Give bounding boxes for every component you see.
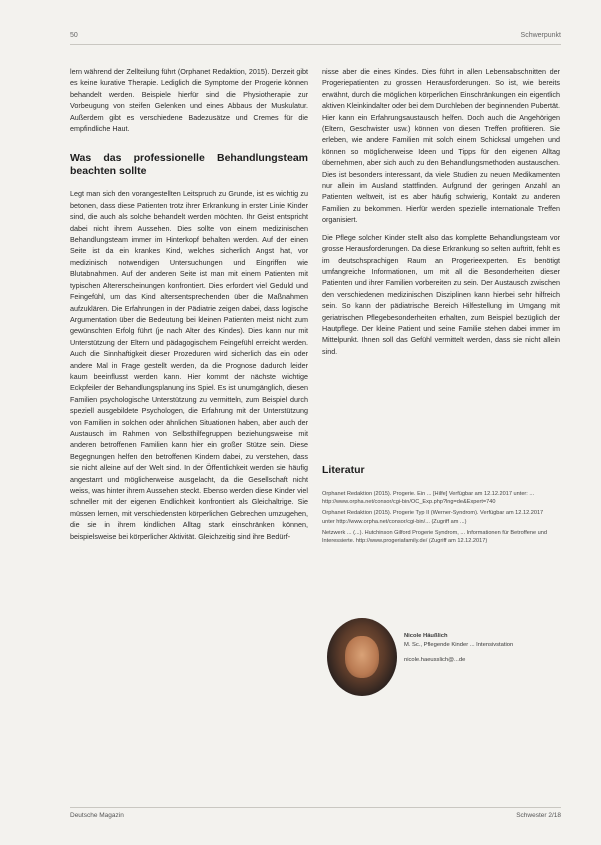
body-paragraph: Die Pflege solcher Kinder stellt also das komplette Behandlungsteam vor grosse Herausforderungen. Da diese Erkrankung so selten auftritt, fehlt es im deutschsprachigen Raum an Progerieexperten. Es benötigt umfangreiche Informationen, um mit all die Besonderheiten dieser Patienten und ihrer Familien vorbereiten zu sein. Der Austausch zwischen den verschiedenen medizinischen Disziplinen kann hierbei sehr hilfreich sein. So kann der pädiatrische Bereich Hilfestellung im Umgang mit geriatrischen Pflegebesonderheiten erhalten, zum Beispiel bezüglich der Hautpflege. Der kleine Patient und seine Familie stehen dabei immer im Mittelpunkt. Ihnen soll das Gefühl vermittelt werden, dass sie nicht allein sind. [322,232,560,356]
left-column [70,66,308,548]
header-divider [70,44,561,45]
footer-divider [70,807,561,808]
author-name: Nicole Häußlich [404,633,448,639]
author-info [404,632,554,665]
right-column [322,66,560,363]
section-label: Schwerpunkt [520,32,561,39]
literature-heading: Literatur [322,464,365,476]
body-paragraph: Legt man sich den vorangestellten Leitspruch zu Grunde, ist es wichtig zu betonen, dass diese Patienten trotz ihrer Erkrankung in erster Linie Kinder sind, die auch als solche behandelt werden möchten. Ihr Geist entspricht dabei nicht ihrem Aussehen. Dies sollte von einem medizinischen Behandlungsteam immer im Hinterkopf behalten werden. Auf der einen Seite ist da ein krankes Kind, welches sicherlich Angst hat, vor medizinisch notwendigen Untersuchungen und Eingriffen wie Blutabnahmen. Auf der anderen Seite ist man mit einem Patienten mit typischen Altererscheinungen konfrontiert. Dies erfordert viel Geduld und Feingefühl, um das Kind altersentsprechenden über die Maßnahmen aufzuklären. Die Erfahrungen in der Pädiatrie zeigen dabei, dass logische Argumentation über die Bedeutung bei kleinen Patienten meist nicht zum gewünschten Erfolg führt (je nach Alter des Kindes). Dies kann nur mit Unterstützung der Eltern und pädagogischem Feingefühl erreicht werden. Auch die Sinnhaftigkeit dieser Prozeduren wird sicherlich das ein oder andere Mal in Frage gestellt werden, da die Prognose dadurch leider kaum beeinflusst werden kann. Hier kommt der nächste wichtige Eckpfeiler der Behandlungsplanung ins Spiel. Es ist unumgänglich, diesen Familien psychologische Unterstützung zu vermitteln, zum Beispiel durch speziell ausgebildete Psychologen, die Erfahrung mit der Unterstützung von Familien in solchen oder ähnlichen Situationen haben, aber auch der Austausch im Rahmen von Selbsthilfegruppen beziehungsweise mit anderen betroffenen Familien kann hier ein großer Stütze sein. Diese Begegnungen helfen den betroffenen Kindern dabei, zu verstehen, dass sie nicht alleine auf der Welt sind. In der Öffentlichkeit werden sie häufig angestarrt und möglicherweise ausgelacht, da die Gesellschaft nicht weiss, was hinter ihrem Aussehen steckt. Ebenso werden diese Kinder viel schneller mit der eigenen Endlichkeit konfrontiert als Gleichaltrige. Sie müssen lernen, mit verschiedensten körperlichen Gebrechen umzugehen, die sie in ihrem kindlichen Alltag stark einschränken können, beispielsweise bei körperlicher Aktivität. Gleichzeitig sind ihre Bedürf- [70,189,308,541]
body-paragraph: nisse aber die eines Kindes. Dies führt in allen Lebensabschnitten der Progeriepatienten zu grossen Herausforderungen. So ist, wie bereits erwähnt, durch die möglichen körperlichen Einschränkungen ein eigentlich aktiven Kleinkindalter oder bei dem Durchleben der beginnenden Pubertät. Hier kann ein Erfahrungsaustausch helfen. Doch auch die Angehörigen (Eltern, Geschwister usw.) können von diesen Treffen profitieren. Sie erleben, wie andere Familien mit solch einem Schicksal umgehen und können so möglicherweise Ideen und Tipps für den eigenen Alltag übernehmen, aber sich auch zu den Behandlungsmethoden austauschen. Dies ist besonders interessant, da viele Studien zu neuen Medikamenten nur allein im Ausland stattfinden. Aufgrund der geringen Anzahl an Patienten weltweit, ist es aber häufig schwierig, Kontakt zu anderen Familien zu bekommen. Hierfür werden spezielle internationale Treffen organisiert. [322,67,560,225]
reference-item: Netzwerk ... (...). Hutchinson Gilford Progerie Syndrom, ... Informationen für Betroffene und Interessierte. http://www.progeriafamily.de/ (Zugriff am 12.12.2017) [322,529,547,545]
author-face [345,636,379,678]
reference-item: Orphanet Redaktion (2015). Progerie Typ II (Werner-Syndrom). Verfügbar am 12.12.2017 unter http://www.orpha.net/consor/cgi-bin/... (Zugriff am ...) [322,510,544,525]
footer-publication: Deutsche Magazin [70,812,124,819]
reference-list [322,490,554,548]
section-heading: Was das professionelle Behandlungsteam beachten sollte [70,152,308,178]
author-photo [327,618,397,696]
page-number: 50 [70,32,78,39]
reference-item: Orphanet Redaktion (2015). Progerie. Ein ... [Hilfe] Verfügbar am 12.12.2017 unter: ... http://www.orpha.net/consor/cgi-bin/OC_Exp.php?lng=de&Expert=740 [322,491,535,506]
intro-paragraph: lern während der Zellteilung führt (Orphanet Redaktion, 2015). Derzeit gibt es keine kurative Therapie. Lediglich die Symptome der Progerie können behandelt werden. Beispiele hierfür sind die Physiotherapie zur Vorbeugung von steifen Gelenken und eines Abbaus der Muskulatur. Außerdem gibt es verschiedene Badezusätze und Cremes für die empfindliche Haut. [70,67,308,134]
author-email: nicole.haeusslich@...de [404,657,466,663]
author-details: M. Sc., Pflegende Kinder ... Intensivstation [404,642,514,648]
footer-issue: Schwester 2/18 [516,812,561,819]
page-header [70,32,561,44]
